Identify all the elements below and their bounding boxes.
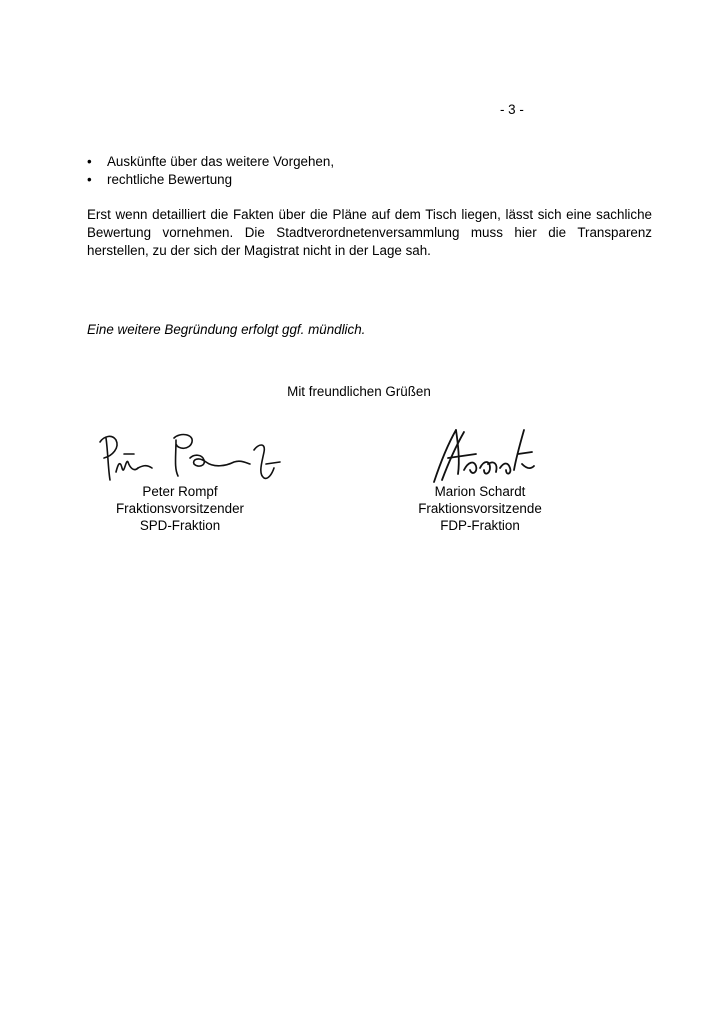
signature-image-left [94, 428, 284, 488]
list-item [87, 153, 657, 171]
bullet-marker: • [87, 172, 92, 187]
bullet-marker: • [87, 154, 92, 169]
list-item [87, 171, 657, 189]
justification-note: Eine weitere Begründung erfolgt ggf. mündlich. [87, 322, 366, 337]
signature-block-right [360, 483, 600, 534]
bullet-list [87, 153, 657, 189]
body-paragraph: Erst wenn detailliert die Fakten über die Pläne auf dem Tisch liegen, lässt sich eine sachliche Bewertung vornehmen. Die Stadtverordnetenversammlung muss hier die Transparenz herstellen, zu der sich der Magistrat nicht in der Lage sah. [87, 207, 652, 258]
signatory-name: Marion Schardt [434, 484, 526, 499]
list-item-text: rechtliche Bewertung [107, 172, 233, 187]
signatory-group: FDP-Fraktion [440, 518, 520, 533]
page-number: - 3 - [500, 102, 524, 117]
signatory-role: Fraktionsvorsitzender [115, 501, 244, 516]
list-item-text: Auskünfte über das weitere Vorgehen, [107, 154, 335, 169]
signature-block-left [60, 483, 300, 534]
signatory-role: Fraktionsvorsitzende [418, 501, 542, 516]
signature-image-right [428, 424, 538, 486]
signatory-name: Peter Rompf [142, 484, 218, 499]
signatory-group: SPD-Fraktion [139, 518, 221, 533]
closing-salutation: Mit freundlichen Grüßen [287, 384, 431, 399]
